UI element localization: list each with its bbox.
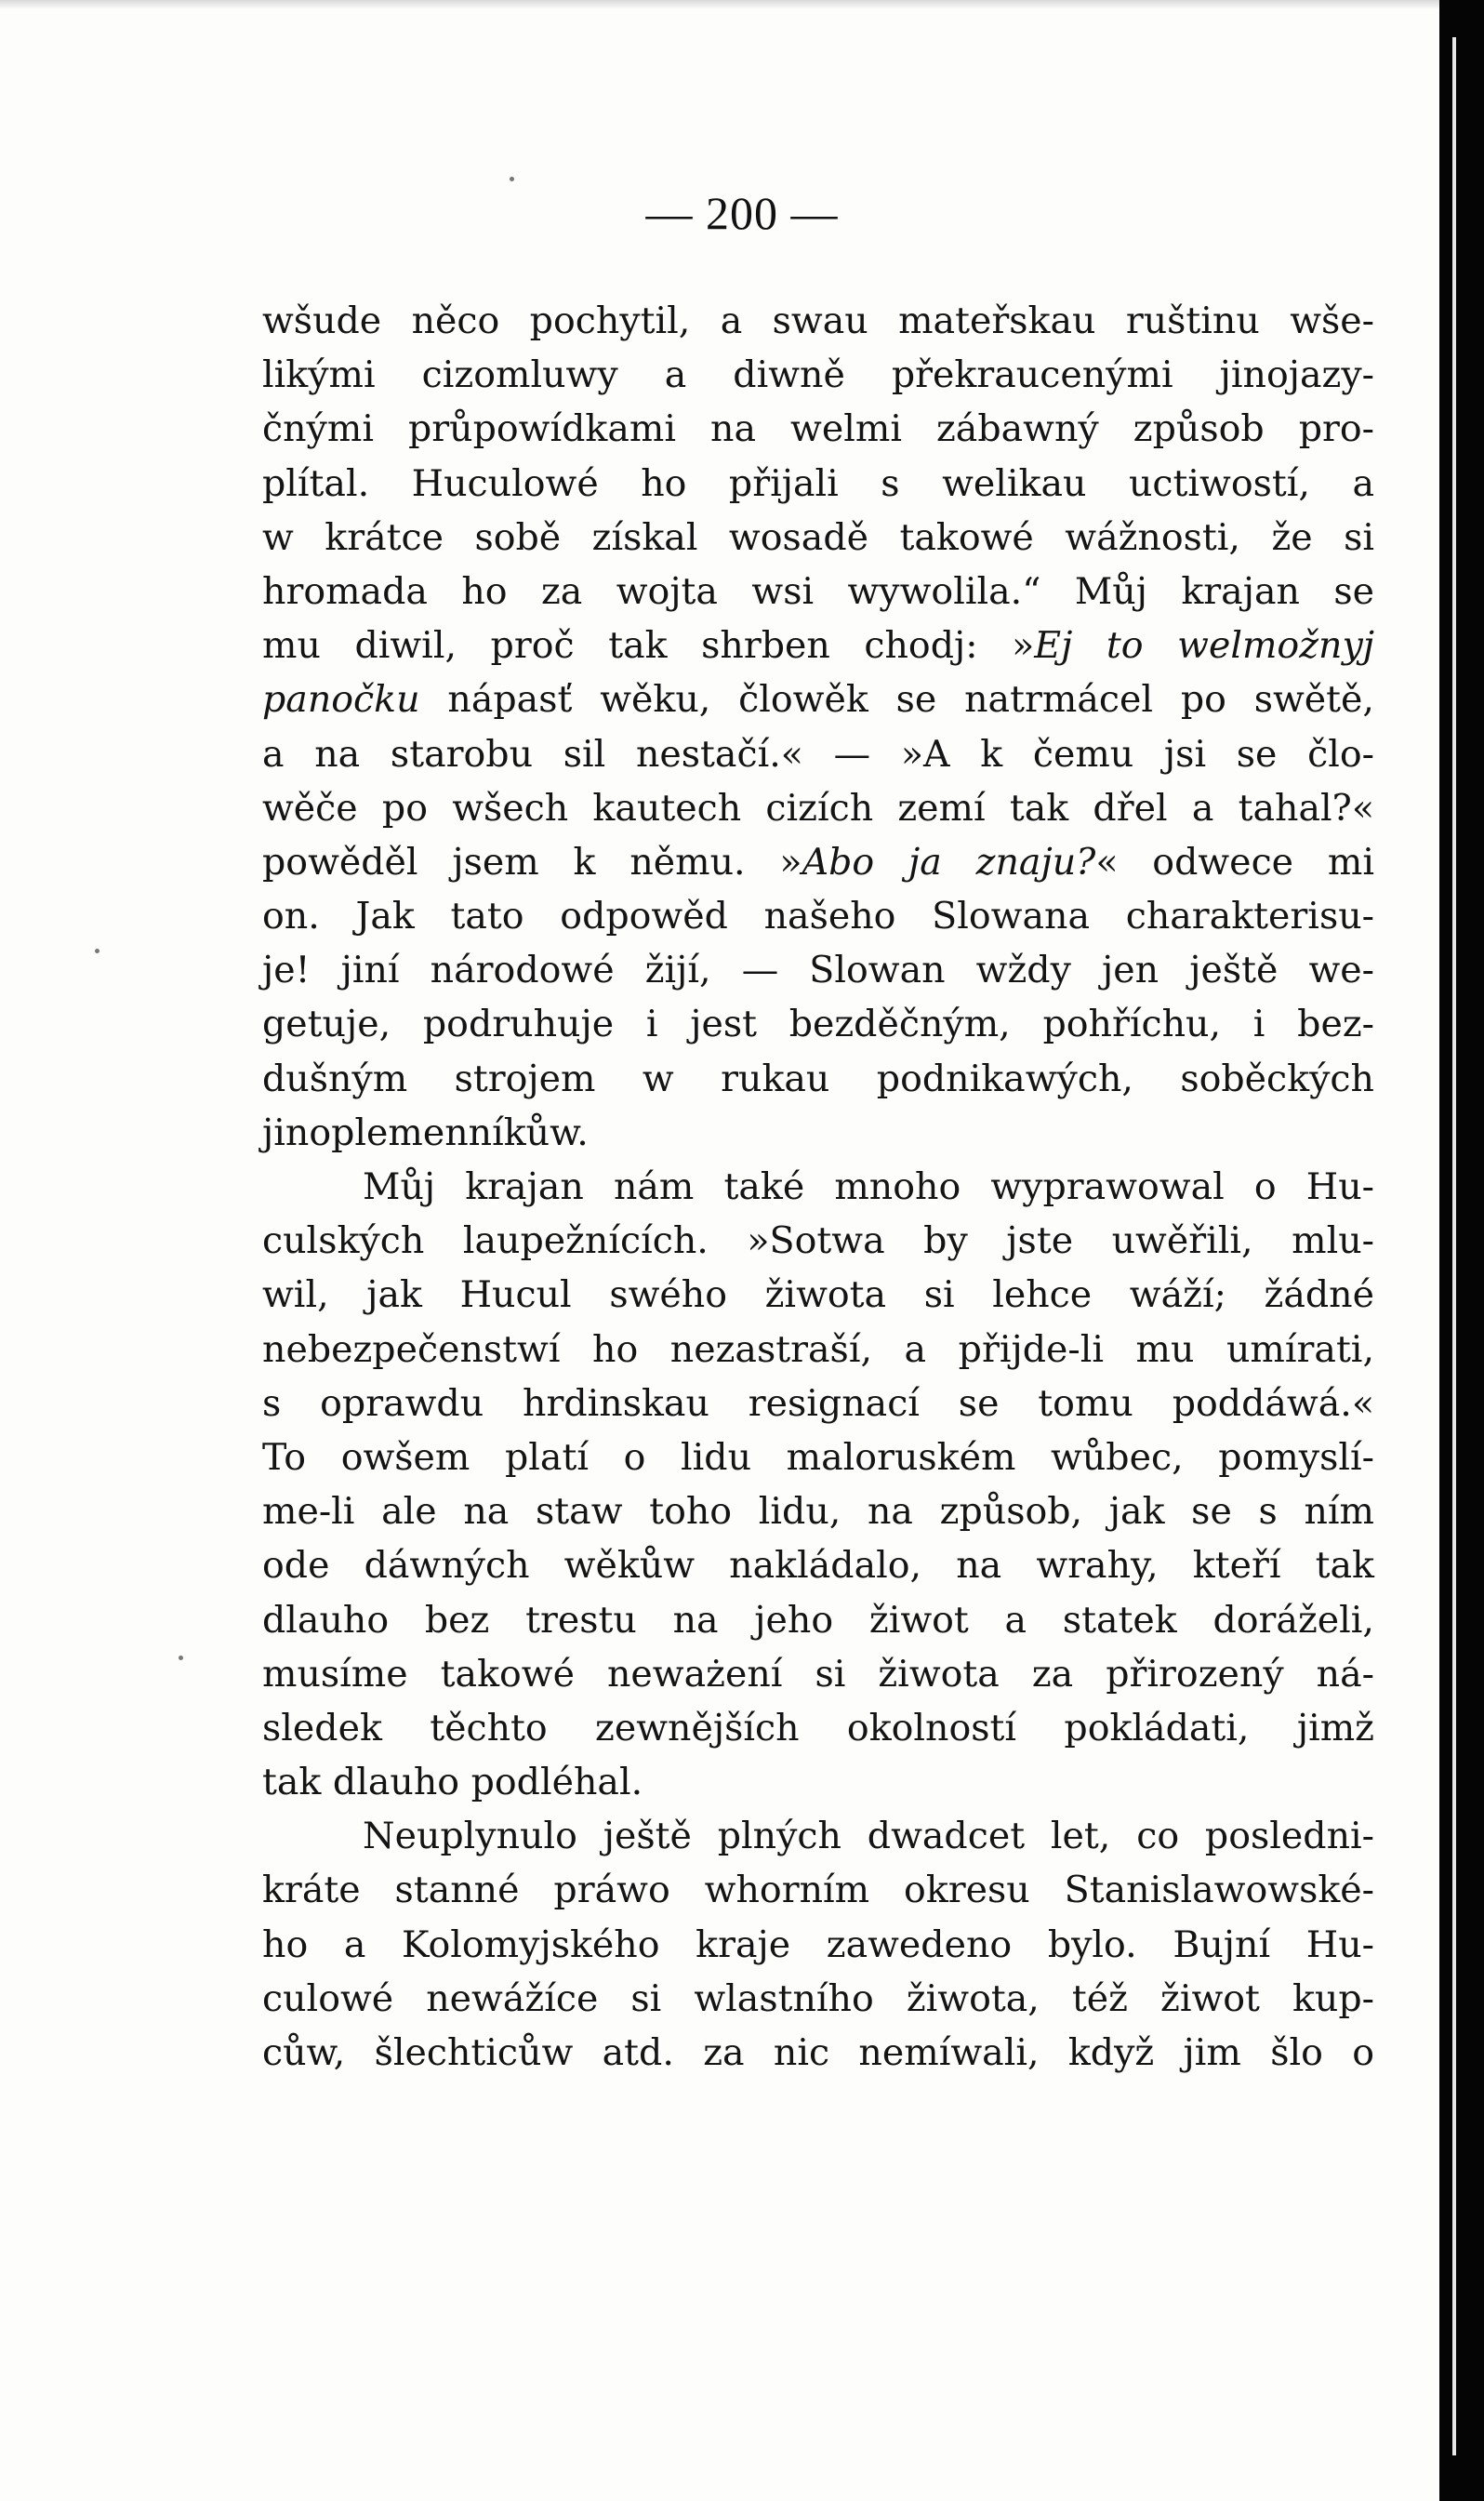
page-number: — 200 —: [645, 187, 839, 239]
italic-span: panočku: [262, 678, 420, 722]
text-span: wěče po wšech kautech cizích zemí tak dřel a tahal?«: [262, 786, 1374, 830]
text-line: [262, 727, 1374, 781]
text-span: jinoplemenníkůw.: [262, 1111, 589, 1154]
text-line: [262, 1160, 1374, 1214]
text-line: [262, 511, 1374, 565]
text-span: w krátce sobě získal wosadě takowé wážnosti, že si: [262, 515, 1374, 559]
text-span: culowé newážíce si wlastního žiwota, též žiwot kup-: [262, 1976, 1374, 2020]
text-line: [262, 672, 1374, 726]
text-span: Neuplynulo ještě plných dwadcet let, co posledni-: [363, 1815, 1374, 1858]
text-line: [262, 1214, 1374, 1268]
text-span: kráte stanné práwo whorním okresu Stanislawowské-: [262, 1869, 1374, 1912]
text-span: culských laupežnících. »Sotwa by jste uwěřili, mlu-: [262, 1219, 1374, 1263]
text-line: [262, 294, 1374, 348]
text-span: je! jiní národowé žijí, — Slowan wždy jen ještě we-: [262, 949, 1374, 992]
text-line: [262, 1972, 1374, 2026]
page-top-shadow: [0, 0, 1439, 9]
text-line: [262, 1809, 1374, 1863]
speck: [179, 1656, 183, 1660]
text-span: s oprawdu hrdinskau resignací se tomu poddáwá.«: [262, 1381, 1374, 1425]
text-line: [262, 1647, 1374, 1701]
text-line: [262, 1918, 1374, 1972]
text-span: « odwece mi: [1095, 840, 1374, 884]
text-line: [262, 943, 1374, 997]
text-line: [262, 1538, 1374, 1592]
text-span: dušným strojem w rukau podnikawých, soběckých: [262, 1057, 1374, 1100]
text-span: čnými průpowídkami na welmi zábawný způsob pro-: [262, 407, 1374, 451]
scan-edge: [1439, 0, 1484, 2501]
text-span: powěděl jsem k němu. »: [262, 840, 802, 884]
text-line: [262, 1484, 1374, 1538]
scan-edge-line: [1452, 37, 1456, 2455]
text-line: [262, 889, 1374, 943]
text-span: To owšem platí o lidu maloruském wůbec, pomyslí-: [262, 1435, 1374, 1479]
text-line: [262, 1430, 1374, 1484]
text-line: [262, 619, 1374, 672]
text-span: dlauho bez trestu na jeho žiwot a statek doráželi,: [262, 1598, 1374, 1642]
text-span: sledek těchto zewnějších okolností pokládati, jimž: [262, 1706, 1374, 1749]
text-span: wil, jak Hucul swého žiwota si lehce wáží; žádné: [262, 1273, 1374, 1317]
text-span: hromada ho za wojta wsi wywolila.“ Můj krajan se: [262, 569, 1374, 613]
text-line: [262, 457, 1374, 511]
text-span: me-li ale na staw toho lidu, na způsob, jak se s ním: [262, 1490, 1374, 1534]
text-span: wšude něco pochytil, a swau mateřskau ruštinu wše-: [262, 299, 1374, 342]
text-span: ho a Kolomyjského kraje zawedeno bylo. Bujní Hu-: [262, 1922, 1374, 1966]
text-line: [262, 835, 1374, 889]
italic-span: Ej to welmožnyj: [1034, 624, 1375, 668]
text-span: mu diwil, proč tak shrben chodj: »: [262, 624, 1035, 668]
text-line: [262, 1377, 1374, 1430]
text-span: a na starobu sil nestačí.« — »A k čemu jsi se člo-: [262, 732, 1374, 776]
text-span: nebezpečenstwí ho nezastraší, a přijde-li mu umírati,: [262, 1327, 1374, 1371]
text-span: likými cizomluwy a diwně překraucenými jinojazy-: [262, 353, 1374, 397]
text-span: on. Jak tato odpowěd našeho Slowana charakterisu-: [262, 895, 1374, 938]
text-line: [262, 1106, 1374, 1160]
text-line: [262, 1863, 1374, 1917]
text-span: musíme takowé neważení si žiwota za přirozený ná-: [262, 1652, 1374, 1696]
text-line: [262, 1755, 1374, 1809]
text-line: [262, 781, 1374, 835]
text-span: Můj krajan nám také mnoho wyprawowal o Hu-: [363, 1165, 1374, 1208]
speck: [510, 177, 514, 181]
body-text: [262, 294, 1374, 2080]
speck: [95, 949, 99, 953]
text-line: [262, 1593, 1374, 1647]
text-span: nápasť wěku, člowěk se natrmácel po swětě,: [419, 678, 1374, 722]
text-line: [262, 348, 1374, 402]
text-line: [262, 565, 1374, 619]
text-span: ode dáwných wěkůw nakládalo, na wrahy, kteří tak: [262, 1544, 1374, 1588]
text-span: getuje, podruhuje i jest bezděčným, pohříchu, i bez-: [262, 1003, 1374, 1046]
text-line: [262, 1268, 1374, 1322]
text-line: [262, 1701, 1374, 1755]
text-line: [262, 997, 1374, 1051]
text-line: [262, 402, 1374, 456]
text-span: plítal. Huculowé ho přijali s welikau uctiwostí, a: [262, 461, 1374, 505]
text-span: tak dlauho podléhal.: [262, 1761, 643, 1804]
text-span: cůw, šlechticůw atd. za nic nemíwali, když jim šlo o: [262, 2031, 1374, 2074]
text-line: [262, 1323, 1374, 1377]
text-line: [262, 2026, 1374, 2080]
italic-span: Abo ja znaju?: [802, 840, 1096, 884]
text-line: [262, 1052, 1374, 1106]
